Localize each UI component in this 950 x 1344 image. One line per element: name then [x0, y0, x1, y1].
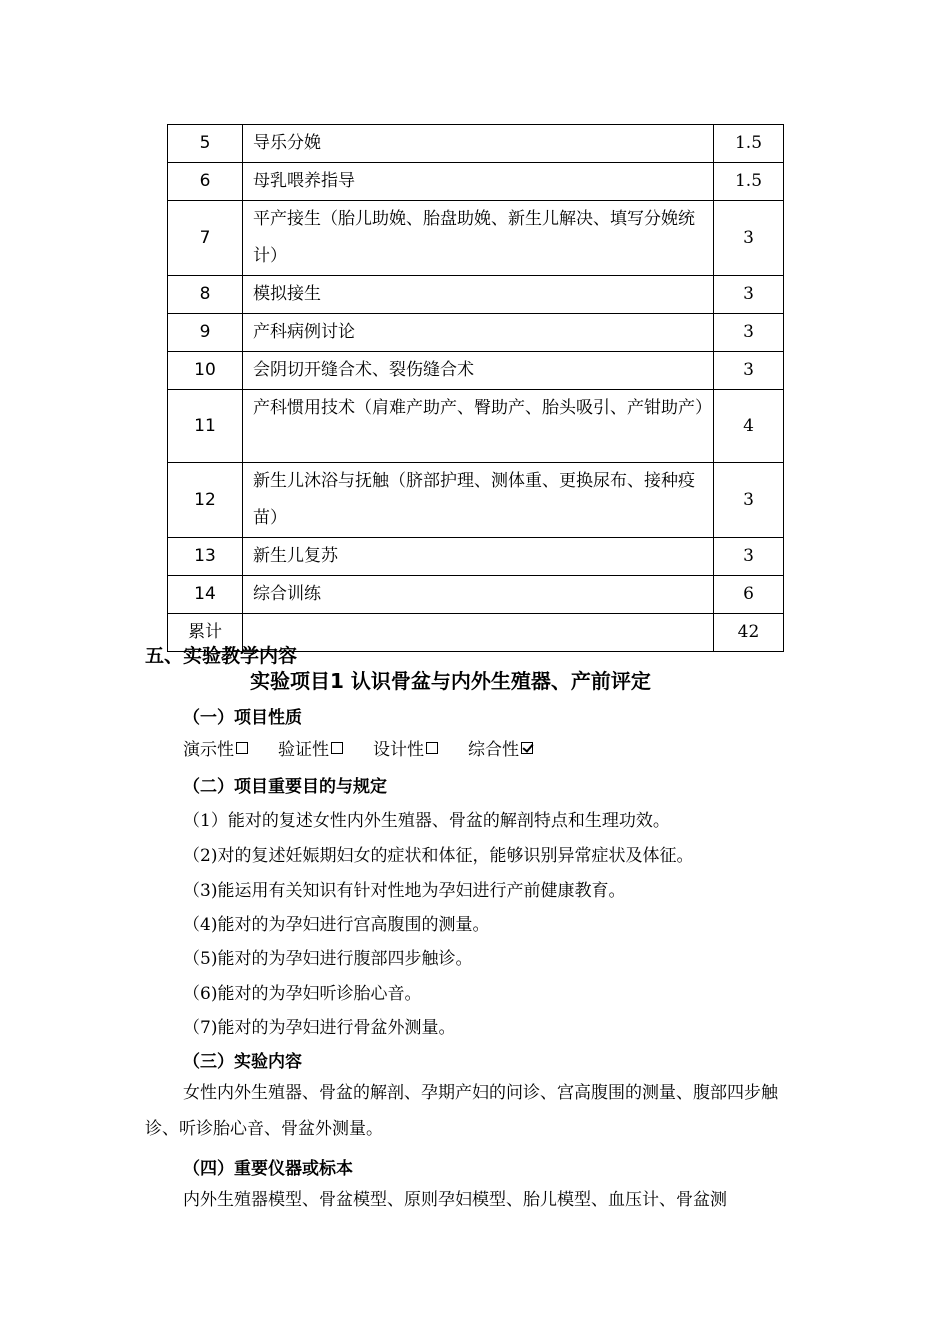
checked-checkbox-icon	[521, 742, 533, 754]
hours-table	[167, 124, 784, 652]
content-heading: （三）实验内容	[183, 1052, 302, 1072]
objective-item: （3)能运用有关知识有针对性地为孕妇进行产前健康教育。	[183, 881, 626, 901]
row-number: 11	[168, 390, 243, 463]
row-number: 12	[168, 463, 243, 538]
objective-item: （6)能对的为孕妇听诊胎心音。	[183, 984, 422, 1004]
row-item: 新生儿复苏	[243, 538, 714, 576]
nature-options	[183, 735, 563, 760]
row-number: 5	[168, 125, 243, 163]
total-hours: 42	[714, 614, 784, 652]
row-item: 综合训练	[243, 576, 714, 614]
row-hours: 3	[714, 538, 784, 576]
row-item: 产科病例讨论	[243, 314, 714, 352]
objective-item: （2)对的复述妊娠期妇女的症状和体征，能够识别异常症状及体征。	[183, 846, 694, 866]
row-number: 8	[168, 276, 243, 314]
row-hours: 3	[714, 201, 784, 276]
row-hours: 3	[714, 314, 784, 352]
objective-item: （5)能对的为孕妇进行腹部四步触诊。	[183, 949, 473, 969]
row-item: 母乳喂养指导	[243, 163, 714, 201]
checkbox-icon	[236, 742, 248, 754]
option-label: 演示性	[183, 740, 234, 760]
row-number: 6	[168, 163, 243, 201]
nature-heading: （一）项目性质	[183, 708, 302, 728]
row-item: 平产接生（胎儿助娩、胎盘助娩、新生儿解决、填写分娩统计）	[243, 201, 714, 276]
row-number: 9	[168, 314, 243, 352]
table-row	[168, 276, 784, 314]
row-hours: 3	[714, 463, 784, 538]
row-hours: 4	[714, 390, 784, 463]
checkbox-icon	[331, 742, 343, 754]
section-heading: 五、实验教学内容	[145, 645, 298, 667]
row-item: 会阴切开缝合术、裂伤缝合术	[243, 352, 714, 390]
row-hours: 3	[714, 276, 784, 314]
row-number: 13	[168, 538, 243, 576]
objective-item: （4)能对的为孕妇进行宫高腹围的测量。	[183, 915, 490, 935]
row-item: 新生儿沐浴与抚触（脐部护理、测体重、更换尿布、接种疫苗）	[243, 463, 714, 538]
table-row	[168, 463, 784, 538]
objective-item: （7)能对的为孕妇进行骨盆外测量。	[183, 1018, 456, 1038]
option-verification	[278, 735, 343, 760]
table-row	[168, 538, 784, 576]
table-row	[168, 352, 784, 390]
row-hours: 6	[714, 576, 784, 614]
checkbox-icon	[426, 742, 438, 754]
row-number: 10	[168, 352, 243, 390]
row-hours: 3	[714, 352, 784, 390]
table-row	[168, 163, 784, 201]
table-row	[168, 576, 784, 614]
row-hours: 1.5	[714, 125, 784, 163]
table-row	[168, 125, 784, 163]
row-hours: 1.5	[714, 163, 784, 201]
option-demonstrative	[183, 735, 248, 760]
table-row	[168, 314, 784, 352]
project-title: 实验项目1 认识骨盆与内外生殖器、产前评定	[250, 669, 651, 693]
option-design	[373, 735, 438, 760]
objectives-heading: （二）项目重要目的与规定	[183, 777, 387, 797]
content-text: 女性内外生殖器、骨盆的解剖、孕期产妇的问诊、宫高腹围的测量、腹部四步触诊、听诊胎心音、骨盆外测量。	[145, 1083, 778, 1139]
total-label: 累计	[168, 614, 243, 652]
option-label: 综合性	[468, 740, 519, 760]
row-number: 14	[168, 576, 243, 614]
option-comprehensive	[468, 735, 533, 760]
option-label: 验证性	[278, 740, 329, 760]
row-item: 模拟接生	[243, 276, 714, 314]
objective-item: （1）能对的复述女性内外生殖器、骨盆的解剖特点和生理功效。	[183, 811, 670, 831]
table-row	[168, 201, 784, 276]
total-item	[243, 614, 714, 652]
row-item: 导乐分娩	[243, 125, 714, 163]
equipment-text: 内外生殖器模型、骨盆模型、原则孕妇模型、胎儿模型、血压计、骨盆测	[183, 1190, 727, 1210]
row-item: 产科惯用技术（肩难产助产、臀助产、胎头吸引、产钳助产）	[243, 390, 714, 463]
equipment-heading: （四）重要仪器或标本	[183, 1159, 353, 1179]
row-number: 7	[168, 201, 243, 276]
table-row	[168, 390, 784, 463]
option-label: 设计性	[373, 740, 424, 760]
